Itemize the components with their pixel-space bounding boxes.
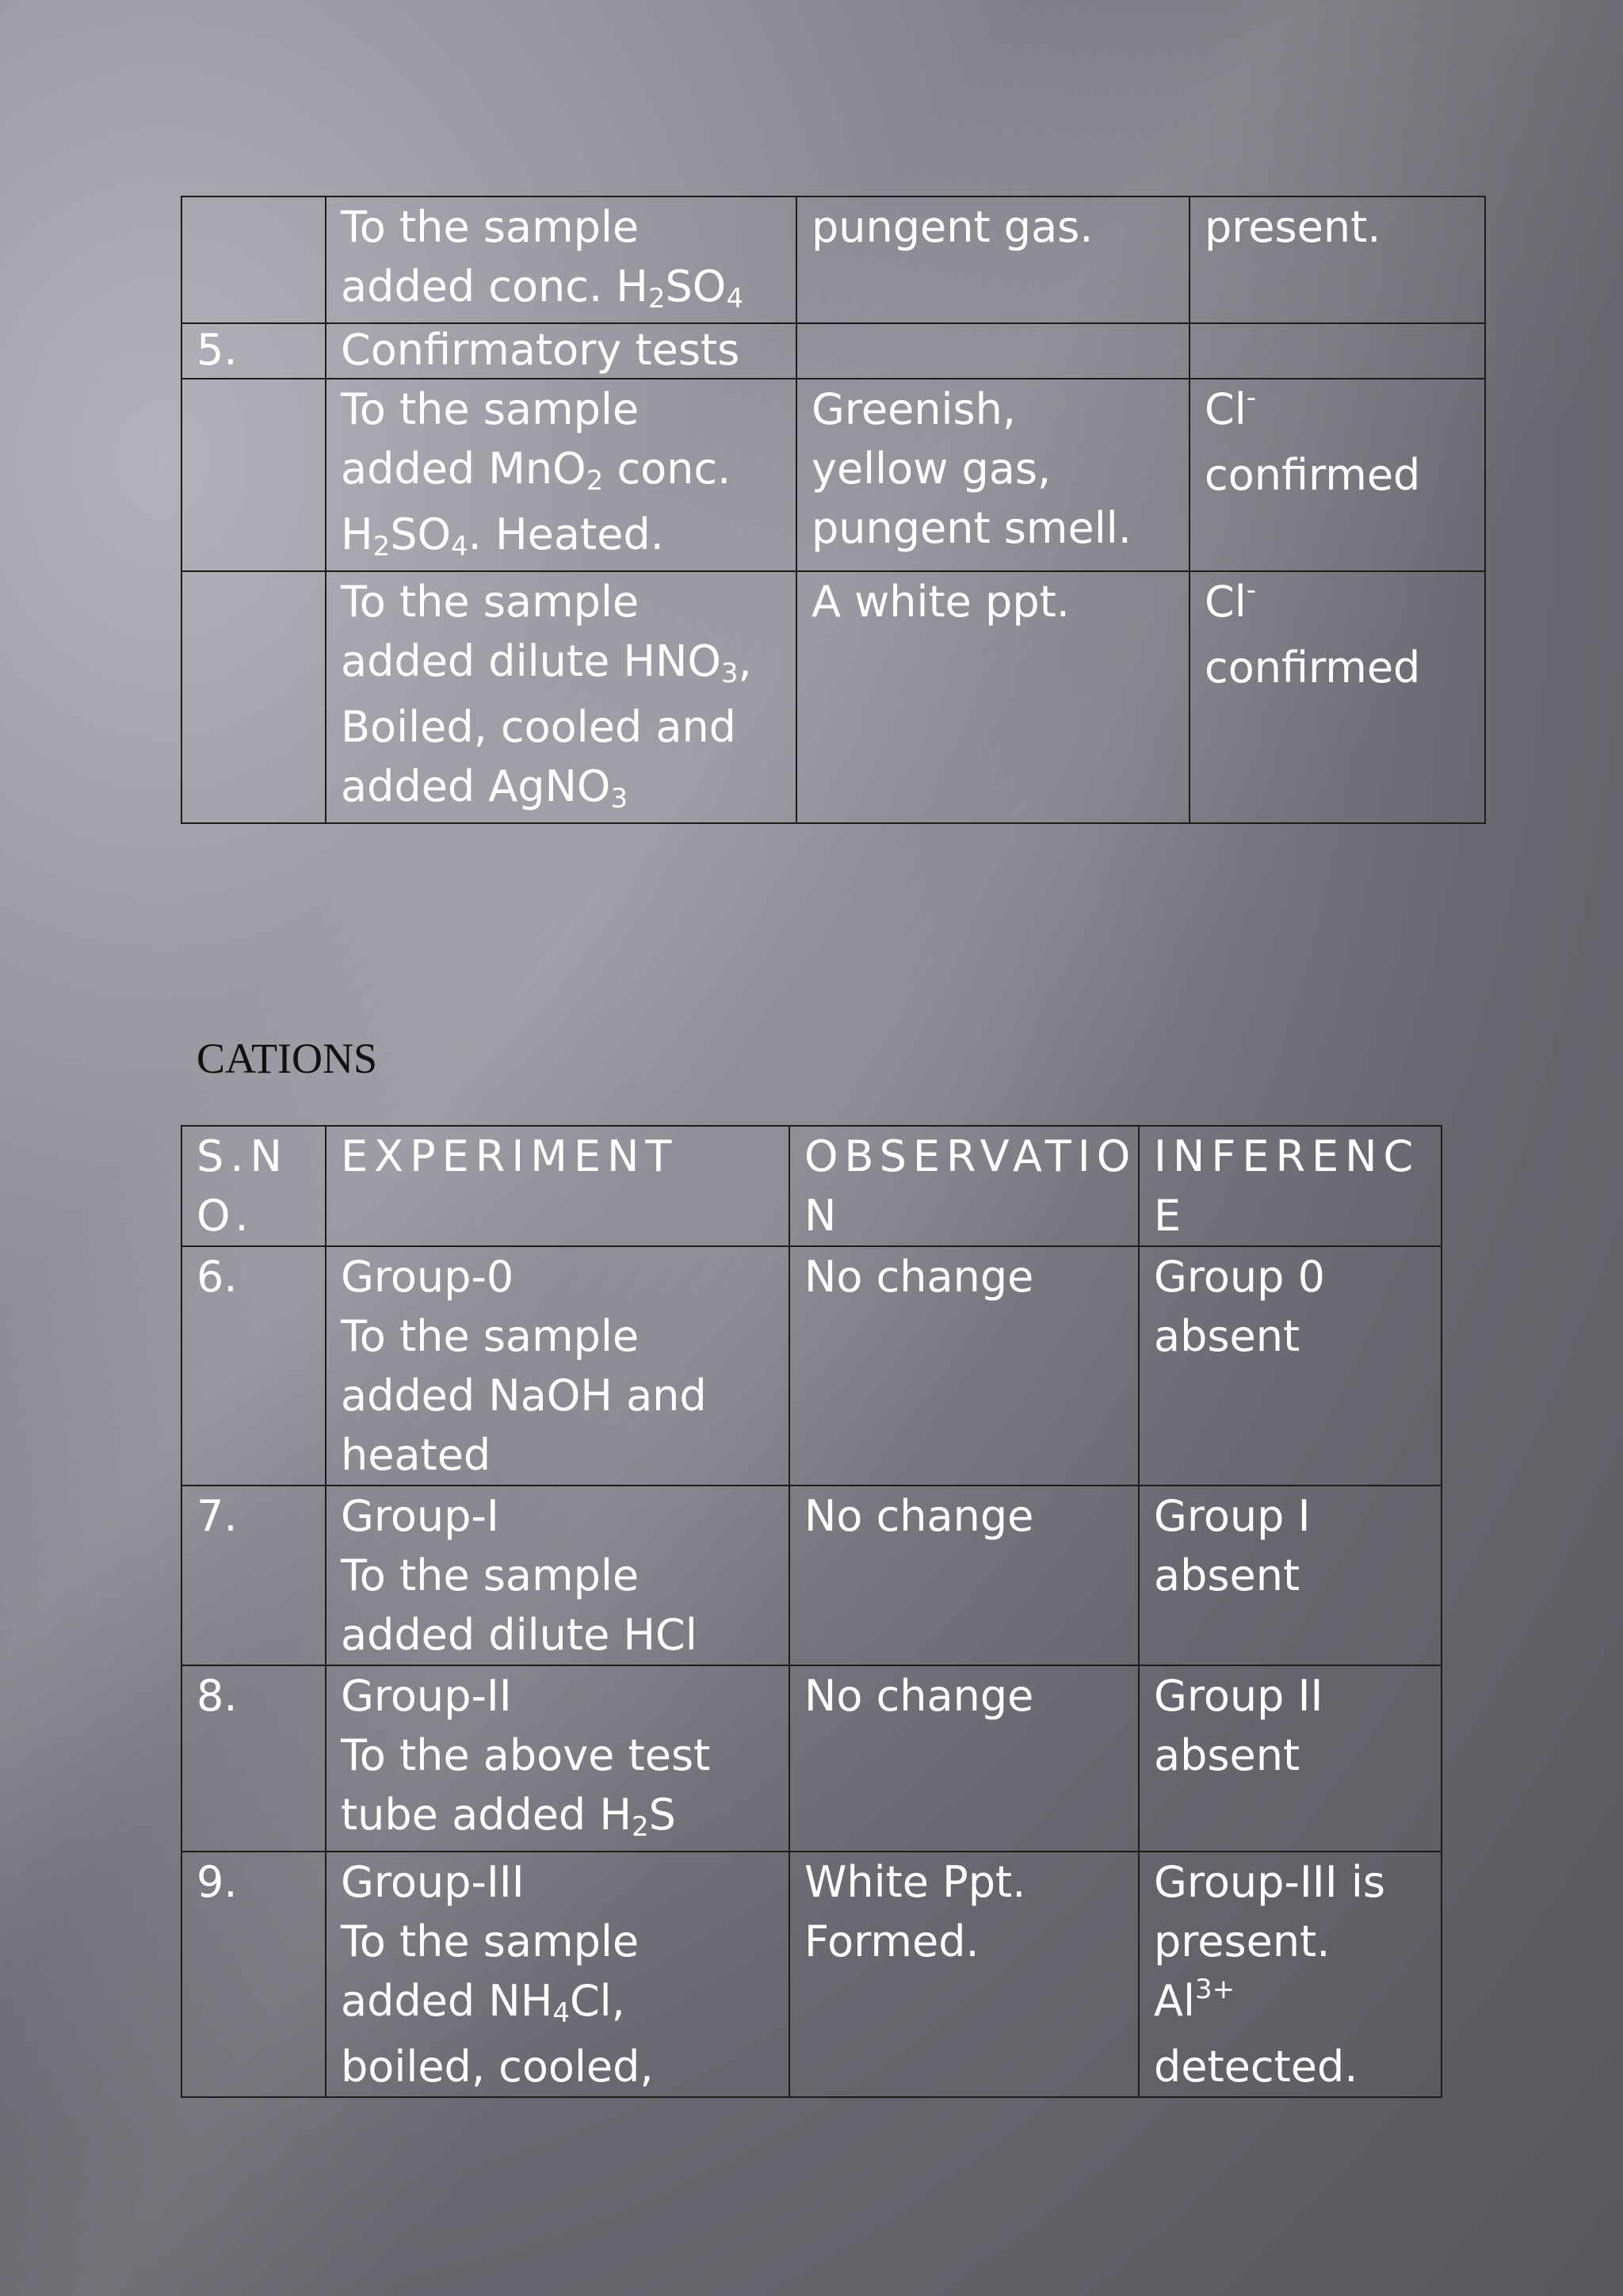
table-row	[181, 1852, 1442, 2097]
text-line: yellow gas,	[812, 444, 1052, 494]
text-line: Formed.	[804, 1917, 980, 1966]
text-line: tube added $H_2S$	[341, 1790, 676, 1843]
cell-experiment	[326, 1246, 789, 1486]
cell-observation	[796, 571, 1190, 823]
text-line: detected.	[1154, 2042, 1358, 2092]
text-line: added dilute $HNO_3$,	[341, 636, 752, 689]
cell-inference	[1190, 196, 1485, 323]
header-inference	[1139, 1126, 1442, 1246]
cell-experiment	[326, 323, 796, 379]
text-line: To the sample	[341, 1311, 640, 1361]
header-text: O.	[197, 1191, 255, 1241]
text-line: present.	[1205, 202, 1381, 252]
header-sno	[181, 1126, 326, 1246]
text-line: Boiled, cooled and	[341, 702, 736, 752]
cations-table	[181, 1125, 1442, 2098]
cell-observation	[796, 379, 1190, 571]
text-line: No change	[804, 1671, 1034, 1721]
text-line: To the sample	[341, 1550, 640, 1600]
text-line: A white ppt.	[812, 577, 1070, 627]
anions-table	[181, 196, 1486, 824]
table-row	[181, 1486, 1442, 1665]
cell-experiment	[326, 1486, 789, 1665]
text-line: Group-III	[341, 1857, 525, 1907]
table-row	[181, 571, 1485, 823]
text-line: To the above test	[341, 1730, 711, 1780]
header-text: INFERENC	[1154, 1131, 1420, 1181]
text-line: present.	[1154, 1917, 1331, 1966]
cell-sno	[181, 1665, 326, 1852]
row-number: 9.	[197, 1857, 238, 1907]
text-line: added AgNO$_3$	[341, 761, 628, 814]
text-line: Group-I	[341, 1491, 499, 1541]
text-line: To the sample	[341, 577, 640, 627]
cell-inference	[1190, 571, 1485, 823]
table-row	[181, 1246, 1442, 1486]
cell-sno	[181, 379, 326, 571]
header-text: E	[1154, 1191, 1188, 1241]
text-line: No change	[804, 1252, 1034, 1302]
text-line: Confirmatory tests	[341, 325, 740, 375]
text-line: Cl-	[1205, 574, 1256, 627]
text-line: To the sample	[341, 202, 640, 252]
cell-experiment	[326, 196, 796, 323]
text-line: Greenish,	[812, 384, 1017, 434]
text-line: Group II	[1154, 1671, 1323, 1721]
cell-observation	[789, 1246, 1139, 1486]
cell-sno	[181, 196, 326, 323]
text-line: absent	[1154, 1550, 1300, 1600]
table-row	[181, 379, 1485, 571]
header-text: S.N	[197, 1131, 288, 1181]
cell-inference	[1139, 1486, 1442, 1665]
cell-sno	[181, 571, 326, 823]
table-row	[181, 196, 1485, 323]
text-line: $Al^{3+}$	[1154, 1974, 1235, 2026]
cell-inference	[1139, 1665, 1442, 1852]
cell-experiment	[326, 1852, 789, 2097]
cell-experiment	[326, 379, 796, 571]
header-text: OBSERVATIO	[804, 1131, 1137, 1181]
cell-experiment	[326, 571, 796, 823]
text-line: pungent gas.	[812, 202, 1094, 252]
table-row	[181, 323, 1485, 379]
text-line: Group-0	[341, 1252, 514, 1302]
table-row	[181, 1665, 1442, 1852]
text-line: White Ppt.	[804, 1857, 1026, 1907]
text-line: Group 0	[1154, 1252, 1325, 1302]
cell-observation	[789, 1486, 1139, 1665]
text-line: Group I	[1154, 1491, 1311, 1541]
text-line: added dilute HCl	[341, 1610, 697, 1660]
section-title: CATIONS	[197, 1035, 378, 1082]
text-line: $H_2SO_4$. Heated.	[341, 509, 664, 563]
cell-observation	[796, 323, 1190, 379]
cell-observation	[789, 1852, 1139, 2097]
row-number: 5.	[197, 325, 238, 375]
text-line: To the sample	[341, 1917, 640, 1966]
cell-sno	[181, 323, 326, 379]
text-line: confirmed	[1205, 643, 1421, 692]
text-line: added conc. $H_2SO_4$	[341, 261, 743, 315]
header-text: N	[804, 1191, 843, 1241]
cell-inference	[1190, 379, 1485, 571]
text-line: pungent smell.	[812, 503, 1132, 553]
text-line: Cl-	[1205, 382, 1256, 434]
cell-inference	[1139, 1852, 1442, 2097]
cell-inference	[1190, 323, 1485, 379]
text-line: To the sample	[341, 384, 640, 434]
row-number: 7.	[197, 1491, 238, 1541]
text-line: added MnO$_2$ conc.	[341, 444, 731, 497]
text-line: absent	[1154, 1311, 1300, 1361]
row-number: 6.	[197, 1252, 238, 1302]
text-line: No change	[804, 1491, 1034, 1541]
cell-sno	[181, 1852, 326, 2097]
row-number: 8.	[197, 1671, 238, 1721]
text-line: added NaOH and	[341, 1371, 707, 1421]
text-line: added $NH_4Cl$,	[341, 1976, 625, 2029]
text-line: Group-III is	[1154, 1857, 1385, 1907]
text-line: confirmed	[1205, 450, 1421, 500]
cell-inference	[1139, 1246, 1442, 1486]
cell-observation	[796, 196, 1190, 323]
text-line: Group-II	[341, 1671, 512, 1721]
cell-observation	[789, 1665, 1139, 1852]
header-text: EXPERIMENT	[341, 1131, 678, 1181]
cell-sno	[181, 1486, 326, 1665]
text-line: absent	[1154, 1730, 1300, 1780]
text-line: boiled, cooled,	[341, 2042, 654, 2092]
text-line: heated	[341, 1430, 491, 1480]
header-experiment	[326, 1126, 789, 1246]
table-header-row	[181, 1126, 1442, 1246]
header-observation	[789, 1126, 1139, 1246]
cell-sno	[181, 1246, 326, 1486]
cell-experiment	[326, 1665, 789, 1852]
